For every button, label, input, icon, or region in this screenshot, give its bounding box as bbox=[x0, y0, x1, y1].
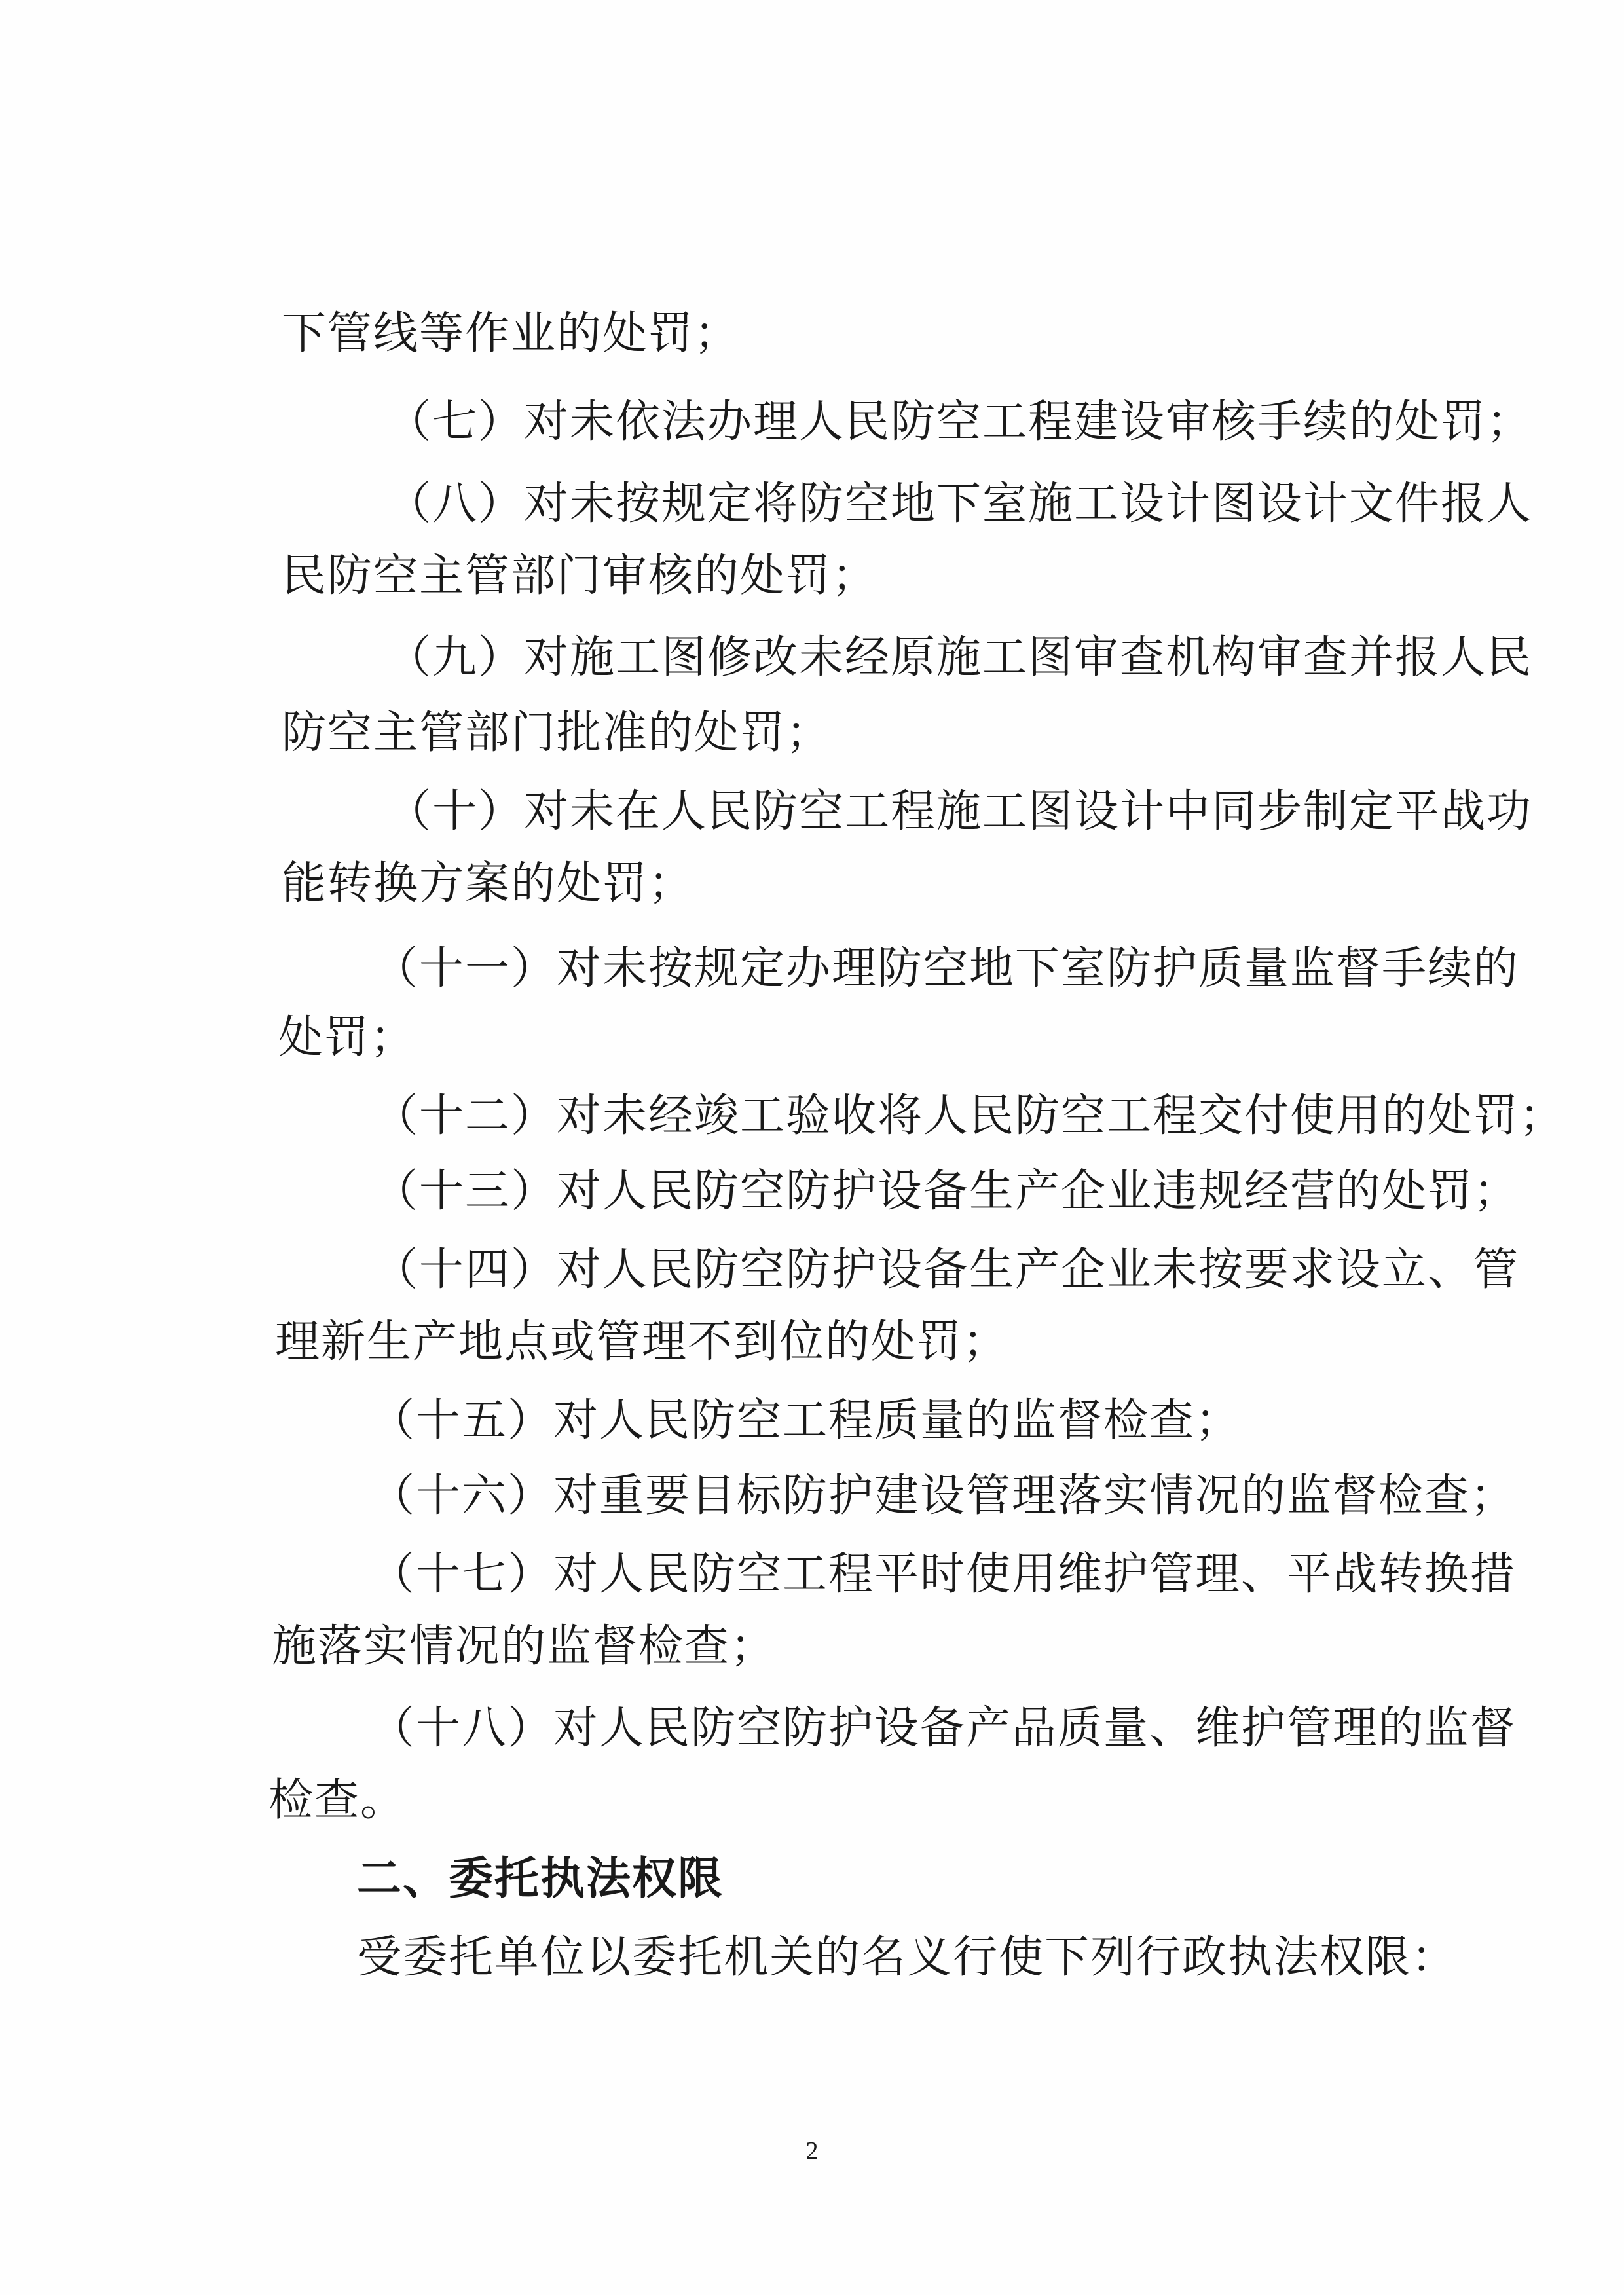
text-line-5: （九）对施工图修改未经原施工图审查机构审查并报人民 bbox=[386, 632, 1533, 684]
text-line-12: （十三）对人民防空防护设备生产企业违规经营的处罚； bbox=[373, 1166, 1520, 1217]
text-line-13: （十四）对人民防空防护设备生产企业未按要求设立、管 bbox=[373, 1244, 1520, 1296]
text-line-11: （十二）对未经竣工验收将人民防空工程交付使用的处罚； bbox=[373, 1090, 1566, 1142]
text-line-20: 检查。 bbox=[268, 1774, 407, 1826]
text-line-8: 能转换方案的处罚； bbox=[282, 858, 695, 909]
page-number: 2 bbox=[805, 2137, 819, 2165]
text-line-18: 施落实情况的监督检查； bbox=[272, 1621, 777, 1672]
section-heading: 二、委托执法权限 bbox=[357, 1853, 724, 1905]
text-line-10: 处罚； bbox=[278, 1012, 416, 1063]
text-line-14: 理新生产地点或管理不到位的处罚； bbox=[275, 1316, 1009, 1368]
text-line-15: （十五）对人民防空工程质量的监督检查； bbox=[370, 1395, 1242, 1446]
text-line-6: 防空主管部门批准的处罚； bbox=[282, 707, 832, 759]
text-line-1: 下管线等作业的处罚； bbox=[282, 308, 741, 359]
text-line-7: （十）对未在人民防空工程施工图设计中同步制定平战功 bbox=[386, 786, 1533, 837]
text-line-3: （八）对未按规定将防空地下室施工设计图设计文件报人 bbox=[386, 478, 1533, 530]
text-line-17: （十七）对人民防空工程平时使用维护管理、平战转换措 bbox=[370, 1549, 1517, 1600]
text-line-2: （七）对未依法办理人民防空工程建设审核手续的处罚； bbox=[386, 396, 1533, 448]
text-line-4: 民防空主管部门审核的处罚； bbox=[282, 550, 878, 602]
text-line-19: （十八）对人民防空防护设备产品质量、维护管理的监督 bbox=[370, 1702, 1517, 1754]
text-line-16: （十六）对重要目标防护建设管理落实情况的监督检查； bbox=[370, 1470, 1517, 1522]
text-line-9: （十一）对未按规定办理防空地下室防护质量监督手续的 bbox=[373, 943, 1520, 995]
text-line-22: 受委托单位以委托机关的名义行使下列行政执法权限： bbox=[357, 1932, 1458, 1983]
